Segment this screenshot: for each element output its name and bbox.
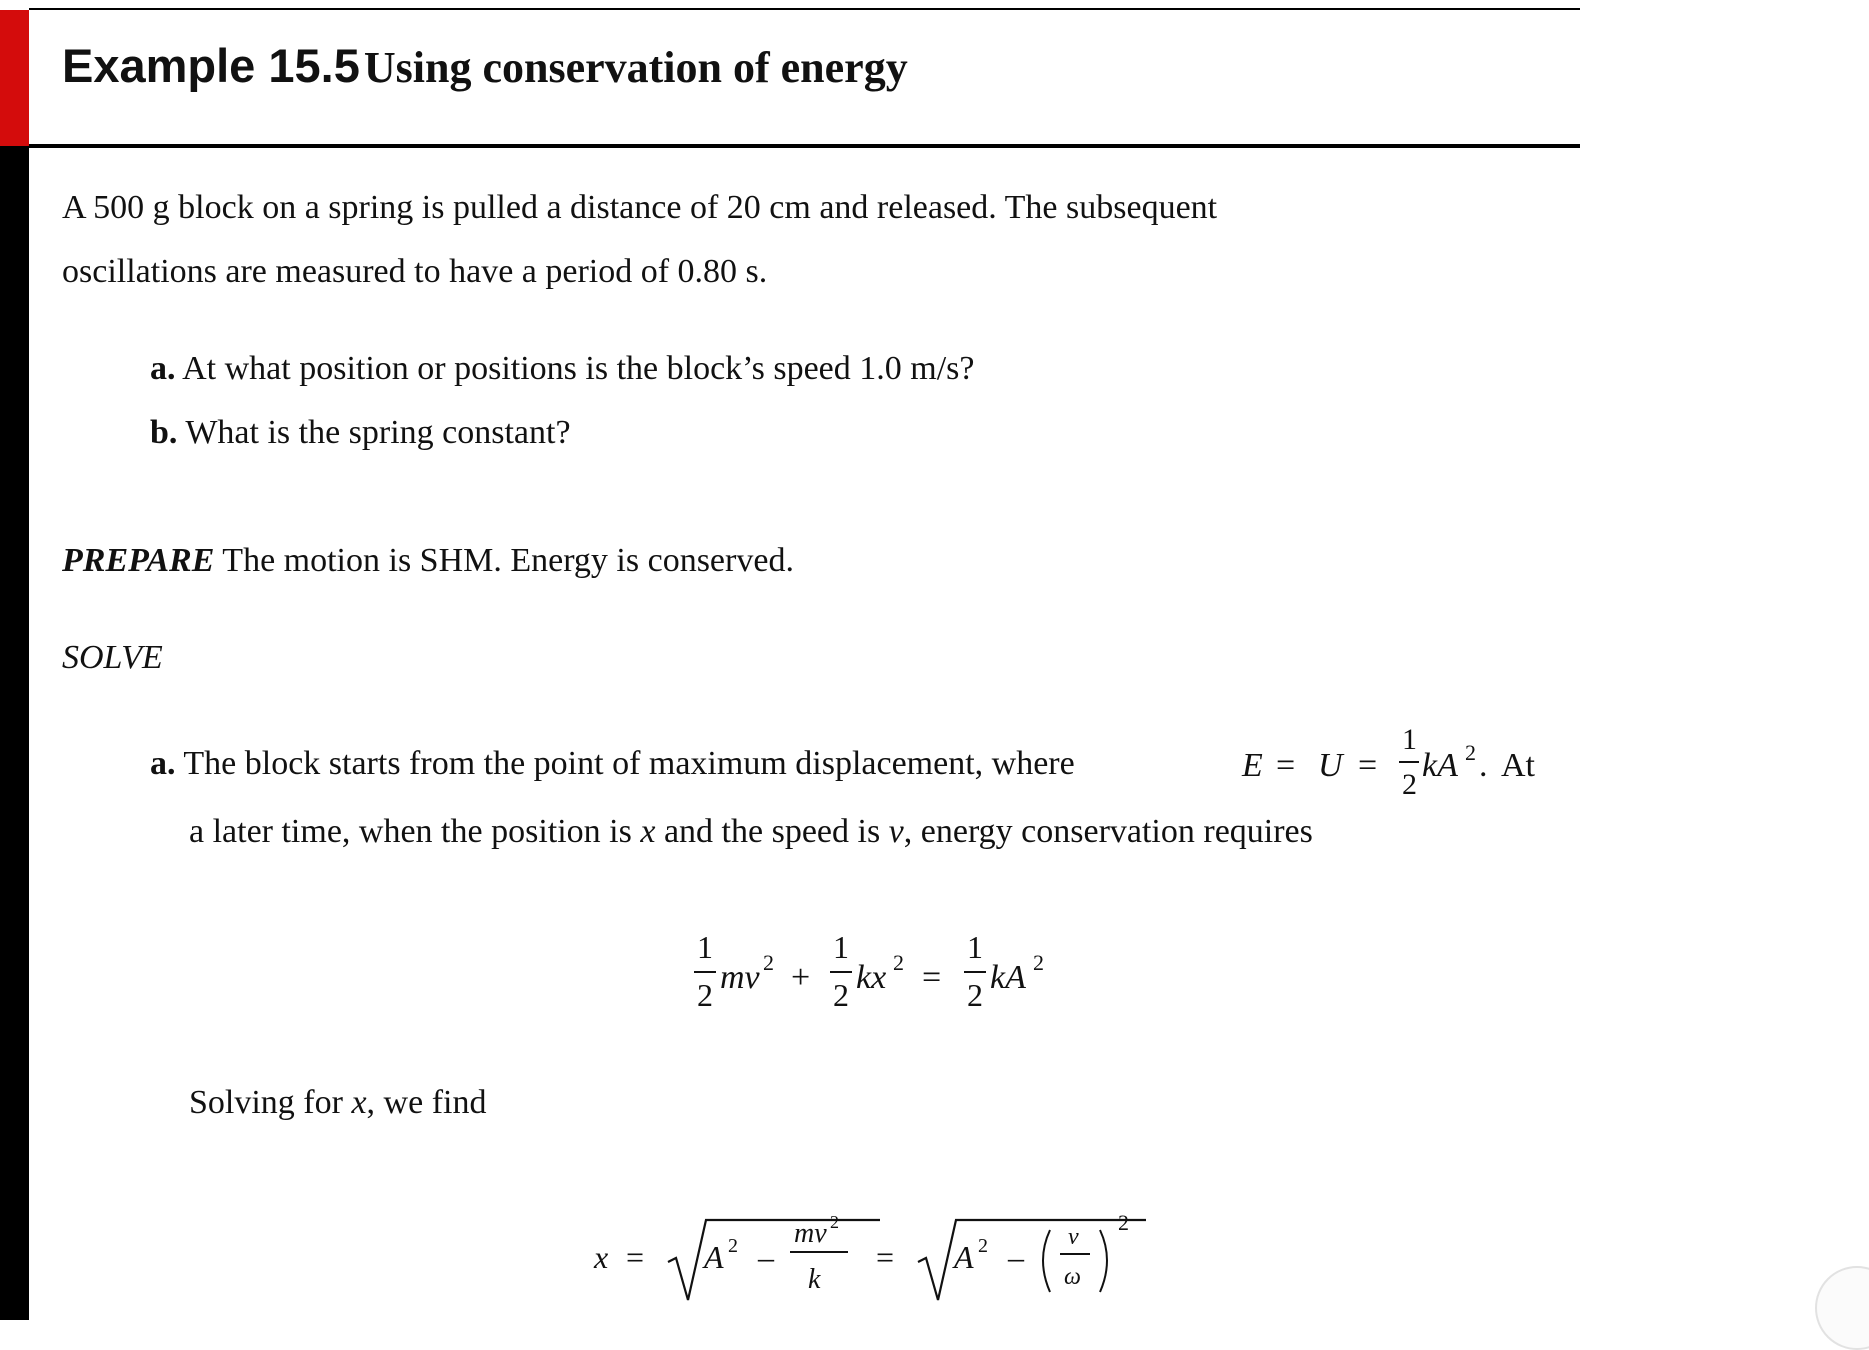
eq1-frac1-den: 2 [697,977,713,1013]
eq1-kA: kA [990,959,1026,996]
math-kA-exp: 2 [1465,740,1476,765]
part-a-label: a. [150,350,176,387]
eq2-mv-exp: 2 [830,1212,839,1232]
prepare-text: The motion is SHM. Energy is conserved. [222,542,794,579]
math-frac-num: 1 [1402,723,1417,756]
math-U: U [1318,747,1343,784]
eq1-kx-exp: 2 [893,950,904,975]
math-eq-1: = [1276,747,1296,784]
eq2-paren-left [1043,1230,1050,1292]
eq2-minus2: – [1008,1239,1024,1275]
math-kA: kA [1422,747,1458,784]
corner-scroll-widget[interactable] [1815,1266,1869,1350]
position-solution-equation [590,1200,1150,1320]
line2-v: v [888,813,904,850]
eq1-eq: = [922,959,942,996]
chapter-accent-bar-red [0,10,29,146]
line2-post: , energy conservation requires [903,813,1313,850]
problem-part-b [150,413,571,454]
energy-conservation-equation [680,920,1060,1030]
energy-inline-equation [1238,716,1558,806]
eq1-frac2-num: 1 [833,929,849,965]
eq1-frac3-den: 2 [967,977,983,1013]
example-heading [62,39,908,92]
part-b-label: b. [150,414,178,451]
example-number: Example 15.5 [62,39,360,92]
solve-part-a-line-2 [189,812,1313,853]
eq1-mv-exp: 2 [763,950,774,975]
line2-mid: and the speed is [663,813,881,850]
header-rule [29,144,1580,148]
eq1-kx: kx [856,959,887,996]
line2-x: x [640,813,656,850]
problem-part-a [150,349,974,390]
solving-for-x-line [189,1083,486,1124]
math-frac-den: 2 [1402,768,1417,801]
eq2-A1-exp: 2 [728,1235,738,1257]
eq2-v: v [1068,1224,1079,1250]
solve-part-a-text: The block starts from the point of maximum displacement, where [183,745,1075,782]
eq2-omega: ω [1064,1264,1081,1290]
top-rule [29,8,1580,10]
chapter-accent-bar-black [0,146,29,1320]
solve-part-a-label: a. [150,745,176,782]
eq1-mv: mv [720,959,760,996]
eq1-plus: + [791,959,811,996]
eq2-mv: mv [794,1218,827,1249]
eq2-paren-exp: 2 [1118,1210,1129,1235]
solve-part-a-at: At [1501,747,1535,784]
solve-label: SOLVE [62,639,163,676]
math-eq-2: = [1358,747,1378,784]
eq2-A2-exp: 2 [978,1235,988,1257]
eq2-eq2: = [876,1239,895,1275]
eq2-sqrt1 [668,1220,880,1300]
eq1-frac3-num: 1 [967,929,983,965]
part-b-text: What is the spring constant? [185,414,571,451]
problem-line-2: oscillations are measured to have a period of 0.80 s. [62,253,768,290]
line2-pre: a later time, when the position is [189,813,632,850]
math-E: E [1242,747,1263,784]
eq2-A2: A [954,1239,974,1275]
problem-line-1: A 500 g block on a spring is pulled a distance of 20 cm and released. The subsequent [62,189,1218,226]
eq2-minus1: – [758,1239,774,1275]
eq1-frac1-num: 1 [697,929,713,965]
eq2-x: x [594,1239,609,1275]
solve-part-a-line-1 [150,744,1075,785]
eq2-sqrt2 [918,1220,1146,1300]
eq1-kA-exp: 2 [1033,950,1044,975]
prepare-label: PREPARE [62,542,215,579]
prepare-paragraph [62,541,794,582]
eq2-A1: A [704,1239,724,1275]
eq2-k: k [808,1264,821,1295]
eq2-paren-right [1100,1230,1107,1292]
eq1-frac2-den: 2 [833,977,849,1013]
eq2-eq1: = [626,1239,645,1275]
math-period: . [1479,747,1488,784]
example-title: Using conservation of energy [363,43,908,92]
solving-pre: Solving for [189,1084,343,1121]
part-a-text: At what position or positions is the block’s speed 1.0 m/s? [182,350,975,387]
solving-x: x [351,1084,367,1121]
solving-post: , we find [366,1084,487,1121]
